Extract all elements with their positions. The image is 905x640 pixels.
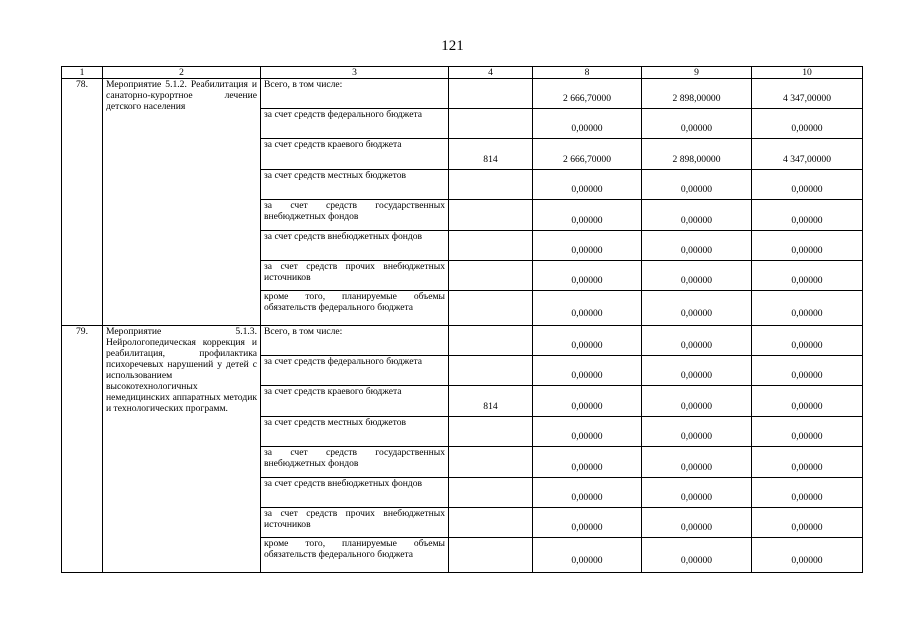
funding-source: за счет средств государственных внебюджетных фондов [261, 200, 449, 231]
value-col-10 [752, 326, 863, 356]
value-col-8 [533, 261, 642, 291]
budget-code [449, 478, 533, 508]
value-col-10-text: 4 347,00000 [783, 93, 831, 104]
budget-code [449, 356, 533, 386]
value-col-9-text: 0,00000 [680, 461, 713, 473]
value-col-10 [752, 356, 863, 386]
value-col-8-text: 0,00000 [571, 307, 603, 319]
budget-code [449, 231, 533, 261]
funding-source: кроме того, планируемые объемы обязательств федерального бюджета [261, 538, 449, 573]
value-col-9-text: 0,00000 [680, 245, 713, 256]
value-col-9 [642, 508, 752, 538]
value-col-10 [752, 79, 863, 109]
row-number: 78. [62, 79, 103, 326]
funding-source: за счет средств федерального бюджета [261, 356, 449, 386]
value-col-8 [533, 508, 642, 538]
value-col-9-text: 0,00000 [680, 184, 713, 195]
funding-source: за счет средств прочих внебюджетных источников [261, 508, 449, 538]
funding-source: за счет средств краевого бюджета [261, 139, 449, 170]
value-col-8-text: 0,00000 [571, 340, 603, 351]
value-col-10-text: 0,00000 [791, 492, 823, 503]
value-col-8-text: 0,00000 [571, 400, 603, 412]
funding-source: за счет средств местных бюджетов [261, 170, 449, 200]
budget-code [449, 200, 533, 231]
funding-source: за счет средств местных бюджетов [261, 417, 449, 447]
budget-code [449, 417, 533, 447]
value-col-8-text: 0,00000 [571, 370, 603, 381]
value-col-10 [752, 538, 863, 573]
value-col-8 [533, 139, 642, 170]
value-col-10 [752, 386, 863, 417]
value-col-10 [752, 109, 863, 139]
column-header-row [62, 67, 863, 79]
budget-code [449, 326, 533, 356]
value-col-9 [642, 261, 752, 291]
budget-code [449, 447, 533, 478]
budget-code [449, 170, 533, 200]
value-col-10-text: 0,00000 [791, 461, 823, 473]
value-col-9-text: 0,00000 [680, 340, 713, 351]
value-col-8 [533, 417, 642, 447]
value-col-8 [533, 386, 642, 417]
table-row [62, 79, 863, 109]
value-col-9-text: 0,00000 [680, 431, 713, 442]
budget-code [449, 538, 533, 573]
value-col-10 [752, 447, 863, 478]
page-number: 121 [441, 38, 464, 54]
value-col-8 [533, 478, 642, 508]
value-col-10 [752, 231, 863, 261]
value-col-8-text: 0,00000 [571, 123, 603, 134]
value-col-8-text: 0,00000 [571, 492, 603, 503]
value-col-8 [533, 538, 642, 573]
value-col-10-text: 0,00000 [791, 340, 823, 351]
value-col-8 [533, 170, 642, 200]
value-col-9 [642, 200, 752, 231]
budget-code-text: 814 [483, 153, 498, 165]
funding-source: за счет средств прочих внебюджетных источников [261, 261, 449, 291]
value-col-9 [642, 139, 752, 170]
funding-source: кроме того, планируемые объемы обязательств федерального бюджета [261, 291, 449, 326]
budget-code [449, 79, 533, 109]
value-col-10 [752, 291, 863, 326]
value-col-10-text: 4 347,00000 [783, 153, 831, 165]
funding-source: за счет средств внебюджетных фондов [261, 231, 449, 261]
value-col-10-text: 0,00000 [791, 400, 823, 412]
value-col-10 [752, 170, 863, 200]
column-header: 8 [533, 67, 642, 79]
value-col-10 [752, 200, 863, 231]
value-col-8-text: 0,00000 [571, 554, 603, 566]
value-col-8 [533, 291, 642, 326]
value-col-8-text: 0,00000 [571, 184, 603, 195]
budget-code-text: 814 [483, 400, 498, 412]
budget-code [449, 386, 533, 417]
measure-title: Мероприятие 5.1.2. Реабилитация и санаторно-курортное лечение детского населения [103, 79, 261, 326]
value-col-10 [752, 508, 863, 538]
value-col-10-text: 0,00000 [791, 275, 823, 286]
value-col-8-text: 2 666,70000 [563, 153, 611, 165]
value-col-10-text: 0,00000 [791, 123, 823, 134]
value-col-9-text: 0,00000 [680, 307, 713, 319]
value-col-10-text: 0,00000 [791, 431, 823, 442]
value-col-10-text: 0,00000 [791, 522, 823, 533]
value-col-9 [642, 170, 752, 200]
column-header: 3 [261, 67, 449, 79]
value-col-9-text: 0,00000 [680, 370, 713, 381]
value-col-8-text: 0,00000 [571, 461, 603, 473]
budget-code [449, 261, 533, 291]
funding-source: за счет средств внебюджетных фондов [261, 478, 449, 508]
table-row [62, 326, 863, 356]
value-col-10-text: 0,00000 [791, 370, 823, 381]
funding-source: за счет средств краевого бюджета [261, 386, 449, 417]
value-col-9 [642, 356, 752, 386]
value-col-10 [752, 139, 863, 170]
value-col-9-text: 0,00000 [680, 123, 713, 134]
value-col-9 [642, 326, 752, 356]
value-col-9 [642, 538, 752, 573]
value-col-9 [642, 109, 752, 139]
funding-source: Всего, в том числе: [261, 326, 449, 356]
budget-code [449, 139, 533, 170]
value-col-8-text: 0,00000 [571, 245, 603, 256]
value-col-8 [533, 109, 642, 139]
value-col-9-text: 2 898,00000 [672, 93, 721, 104]
column-header: 9 [642, 67, 752, 79]
value-col-8-text: 0,00000 [571, 214, 603, 226]
value-col-9-text: 0,00000 [680, 275, 713, 286]
value-col-9 [642, 386, 752, 417]
budget-code [449, 109, 533, 139]
funding-source: за счет средств федерального бюджета [261, 109, 449, 139]
value-col-10-text: 0,00000 [791, 307, 823, 319]
value-col-8 [533, 356, 642, 386]
value-col-10 [752, 261, 863, 291]
measure-title: Мероприятие 5.1.3. Нейрологопедическая коррекция и реабилитация, профилактика психоречевых нарушений у детей с использованием высокотехнологичных немедицинских аппаратных методик и технологических программ. [103, 326, 261, 573]
value-col-9-text: 0,00000 [680, 214, 713, 226]
value-col-9-text: 0,00000 [680, 492, 713, 503]
funding-source: за счет средств государственных внебюджетных фондов [261, 447, 449, 478]
value-col-8-text: 0,00000 [571, 431, 603, 442]
value-col-9 [642, 478, 752, 508]
value-col-8 [533, 200, 642, 231]
value-col-8-text: 2 666,70000 [563, 93, 611, 104]
value-col-9 [642, 231, 752, 261]
value-col-9 [642, 79, 752, 109]
row-number: 79. [62, 326, 103, 573]
value-col-9-text: 0,00000 [680, 554, 713, 566]
value-col-9-text: 0,00000 [680, 522, 713, 533]
value-col-10 [752, 478, 863, 508]
value-col-9 [642, 417, 752, 447]
value-col-8 [533, 79, 642, 109]
value-col-8 [533, 447, 642, 478]
value-col-8 [533, 231, 642, 261]
value-col-9-text: 0,00000 [680, 400, 713, 412]
value-col-10-text: 0,00000 [791, 245, 823, 256]
value-col-9 [642, 447, 752, 478]
column-header: 10 [752, 67, 863, 79]
budget-code [449, 291, 533, 326]
value-col-8-text: 0,00000 [571, 275, 603, 286]
funding-source: Всего, в том числе: [261, 79, 449, 109]
value-col-10-text: 0,00000 [791, 554, 823, 566]
value-col-10 [752, 417, 863, 447]
column-header: 2 [103, 67, 261, 79]
budget-table [61, 66, 863, 573]
value-col-10-text: 0,00000 [791, 214, 823, 226]
value-col-9-text: 2 898,00000 [672, 153, 721, 165]
column-header: 1 [62, 67, 103, 79]
value-col-8 [533, 326, 642, 356]
value-col-10-text: 0,00000 [791, 184, 823, 195]
value-col-8-text: 0,00000 [571, 522, 603, 533]
value-col-9 [642, 291, 752, 326]
column-header: 4 [449, 67, 533, 79]
budget-code [449, 508, 533, 538]
